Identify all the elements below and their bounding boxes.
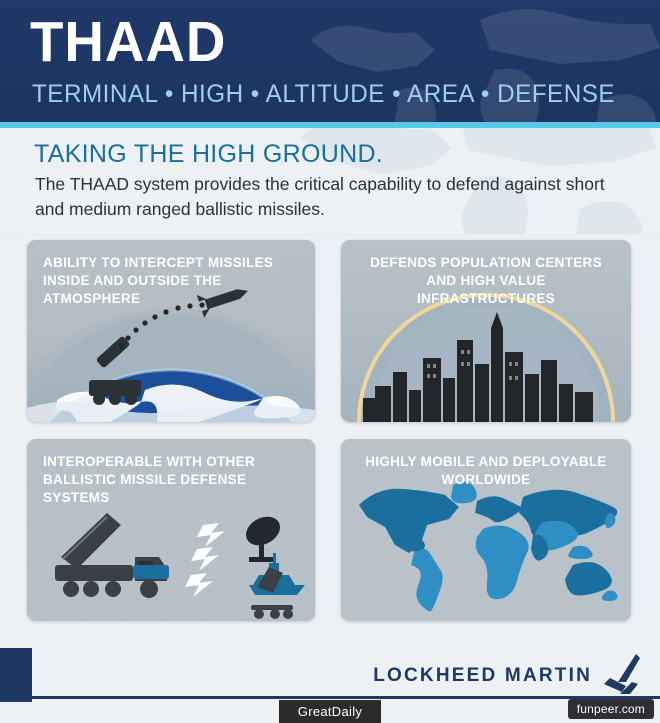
intro-headline: TAKING THE HIGH GROUND.	[34, 140, 384, 168]
header	[0, 0, 660, 122]
lockheed-star-icon	[596, 652, 642, 698]
page-subtitle: TERMINAL • HIGH • ALTITUDE • AREA • DEFENSE	[32, 80, 616, 108]
panel-highly-mobile[interactable]	[341, 439, 631, 621]
panel-defends-population[interactable]	[341, 240, 631, 422]
panel-caption: ABILITY TO INTERCEPT MISSILES INSIDE AND OUTSIDE THE ATMOSPHERE	[43, 255, 274, 306]
footer-accent-block	[0, 648, 32, 702]
panel-caption: INTEROPERABLE WITH OTHER BALLISTIC MISSILE DEFENSE SYSTEMS	[43, 454, 255, 505]
panel-interoperable[interactable]	[27, 439, 315, 621]
greatdaily-watermark: GreatDaily	[279, 700, 381, 723]
lockheed-martin-wordmark: LOCKHEED MARTIN	[373, 665, 592, 686]
feature-panels	[0, 236, 660, 648]
footer-rule	[32, 696, 660, 699]
panel-caption: DEFENDS POPULATION CENTERS AND HIGH VALUE INFRASTRUCTURES	[370, 255, 602, 306]
intro-body: The THAAD system provides the critical capability to defend against short and medium ranged ballistic missiles.	[35, 174, 605, 219]
funpeer-watermark: funpeer.com	[568, 699, 654, 719]
intro-section	[0, 128, 660, 234]
page-title: THAAD	[30, 10, 227, 74]
panel-intercept[interactable]	[27, 240, 315, 422]
panel-caption: HIGHLY MOBILE AND DEPLOYABLE WORLDWIDE	[365, 454, 607, 487]
